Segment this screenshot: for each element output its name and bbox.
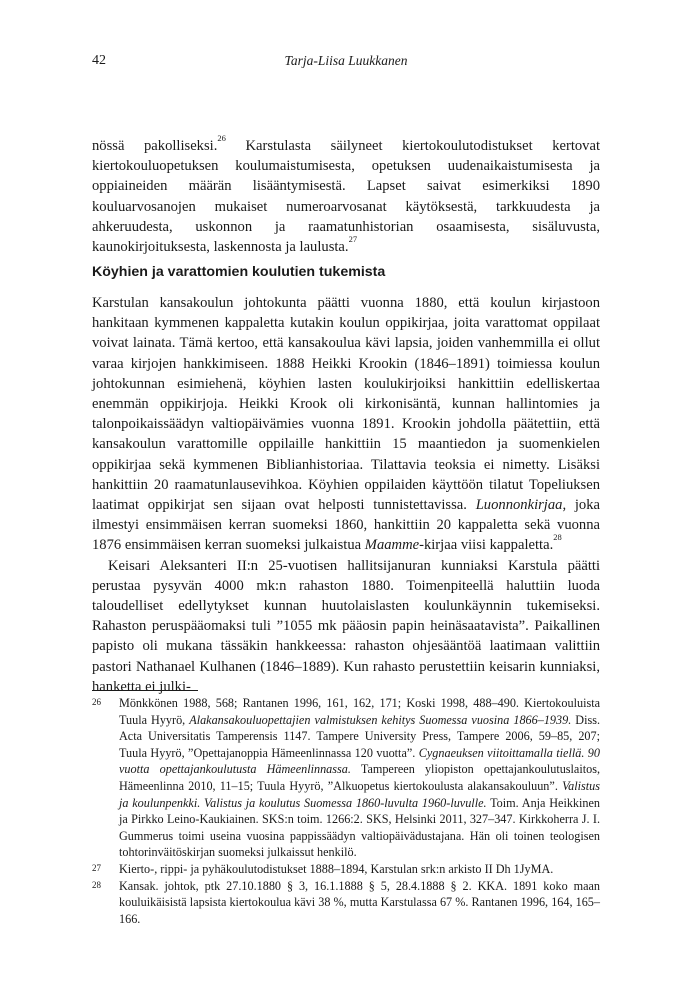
footnote-text: Diss. Acta Universitatis Tamperensis 1147. Tampere University Press, Tampere 2006, 59–85, 207; Tuula Hyyrö, ”Opettajanoppia Hämeenlinnassa 120 vuotta”. bbox=[119, 712, 600, 760]
footnote-27 bbox=[92, 861, 600, 878]
book-title-maamme: Maamme bbox=[364, 537, 420, 554]
footnote-text: Toim. Anja Heikkinen ja Pirkko Leino-Kaukiainen. SKS:n toim. 1266:2. SKS, Helsinki 2011, 327–347. Kirkkoherra J. I. Gummerus toimi useina vuosina pappissäädyn valtiopäivädustajana. Hän oli toinen teologisen tohtorinväitöskirjan suomeksi julkaissut henkilö. bbox=[119, 795, 600, 860]
paragraph-2 bbox=[92, 293, 600, 556]
footnote-text: Kansak. johtok, ptk 27.10.1880 § 3, 16.1.1888 § 5, 28.4.1888 § 2. KKA. 1891 koko maan kouluikäisistä lapsista kiertokoulua kävi 38 %, mutta Karstulassa 67 %. Rantanen 1996, 164, 165–166. bbox=[119, 878, 600, 926]
footnote-text: Tampereen yliopiston opettajankoulutuslaitos, Hämeenlinna 2010, 11–15; Tuula Hyyrö, ”Alkuopetus kiertokoulusta alakansakouluun”. bbox=[119, 762, 600, 793]
paragraph-2-text-c: -kirjaa viisi kappaletta. bbox=[419, 537, 554, 554]
page-number: 42 bbox=[92, 53, 106, 68]
page-header bbox=[92, 53, 600, 73]
paragraph-1-text-b: Karstulasta säilyneet kiertokoulutodistukset kertovat kiertokouluopetuksen koulumaistumisesta, opetuksen uudenaikaistumisesta ja oppiaineiden määrän lisääntymisestä. Lapset saivat esimerkiksi 1890 kouluarvosanojen mukaiset numeroarvosanat käytöksestä, tarkkuudesta ja ahkeruudesta, uskonnon ja raamatunhistorian osaamisesta, sisäluvusta, kaunokirjoituksesta, laskennosta ja laulusta. bbox=[92, 138, 601, 256]
footnote-ref-27: 27 bbox=[348, 234, 358, 245]
footnote-number: 27 bbox=[92, 862, 101, 873]
paragraph-2-text-a: Karstulan kansakoulun johtokunta päätti vuonna 1880, että koulun kirjastoon hankitaan kymmenen kappaletta kutakin koulun oppikirjaa, joita varattomat oppilaat voivat lainata. Tämä kertoo, että kansakoulua kävi lapsia, joiden vanhemmilla ei ollut varaa kirjojen hankkimiseen. 1888 Heikki Krookin (1846–1891) toimiessa koulun johtokunnan esimiehenä, köyhien lasten koulukirjoiksi hankittiin edelliskertaa enemmän oppikirjoja. Heikki Krook oli kirkonisäntä, kunnan hallintomies ja talonpoikaissäädyn valtiopäivämies vuonna 1891. Krookin johdolla päätettiin, että kansakoulun varattomille oppilaille hankittiin 15 maantiedon ja suomenkielen oppikirjaa sekä kymmenen Biblianhistoriaa. Tilattavia teoksia ei nimetty. Lisäksi hankittiin 20 raamatunlausevihkoa. Köyhien oppilaiden käyttöön tilatut Topeliuksen laatimat oppikirjat sen sijaan ovat helposti tunnistettavissa. bbox=[92, 295, 600, 514]
footnote-text: Mönkkönen 1988, 568; Rantanen 1996, 161, 162, 171; Koski 1998, 488–490. Kiertokouluista Tuula Hyyrö, bbox=[119, 696, 600, 727]
footnote-ref-26: 26 bbox=[217, 133, 226, 143]
footnote-title: Cygnaeuksen viitoittamalla tiellä. 90 vuotta opettajankoulutusta Hämeenlinnassa. bbox=[119, 745, 600, 777]
paragraph-2-text-b: joka ilmestyi ensimmäisen kerran suomeksi 1860, hankittiin 20 kappaletta sekä vuonna 1876 ensimmäisen kerran suomeksi julkaistua bbox=[92, 497, 601, 554]
footnote-number: 28 bbox=[92, 879, 101, 890]
body-text-main bbox=[92, 293, 600, 697]
footnote-separator bbox=[92, 690, 198, 691]
paragraph-3: Keisari Aleksanteri II:n 25-vuotisen hallitsijanuran kunniaksi Karstula päätti perustaa pysyvän 4000 mk:n rahaston 1880. Toimenpiteellä haluttiin luoda taloudelliset edellytykset kunnan huutolaislasten koulunkäynnin tukemiseksi. Rahaston peruspääomaksi tuli ”1055 mk pääosin papin heinäsaatavista”. Paikallinen papisto oli mukana tässäkin hankkeessa: rahaston ohjesääntöä laatimaan valittiin pastori Nathanael Kulhanen (1846–1889). Kun rahasto perustettiin keisarin kunniaksi, hanketta ei julki- bbox=[92, 557, 600, 695]
footnote-title: Valistus ja koulunpenkki. Valistus ja koulutus Suomessa 1860-luvulta 1960-luvulle. bbox=[119, 778, 600, 810]
body-text-top bbox=[92, 133, 601, 257]
footnote-ref-28: 28 bbox=[553, 532, 562, 543]
footnote-number: 26 bbox=[92, 697, 101, 707]
footnotes bbox=[92, 695, 600, 927]
book-title-luonnonkirja: Luonnonkirjaa, bbox=[475, 497, 567, 514]
section-heading: Köyhien ja varattomien koulutien tukemista bbox=[92, 264, 386, 280]
footnote-28 bbox=[92, 878, 600, 928]
paragraph-1-text-a: nössä pakolliseksi. bbox=[92, 138, 218, 154]
paragraph-1 bbox=[92, 133, 601, 257]
running-head-author: Tarja-Liisa Luukkanen bbox=[284, 53, 408, 68]
footnote-text: Kierto-, rippi- ja pyhäkoulutodistukset 1888–1894, Karstulan srk:n arkisto II Dh 1JyMA. bbox=[119, 861, 554, 876]
footnote-title: Alakansakouluopettajien valmistuksen kehitys Suomessa vuosina 1866–1939. bbox=[189, 712, 572, 727]
footnote-26 bbox=[92, 695, 600, 861]
